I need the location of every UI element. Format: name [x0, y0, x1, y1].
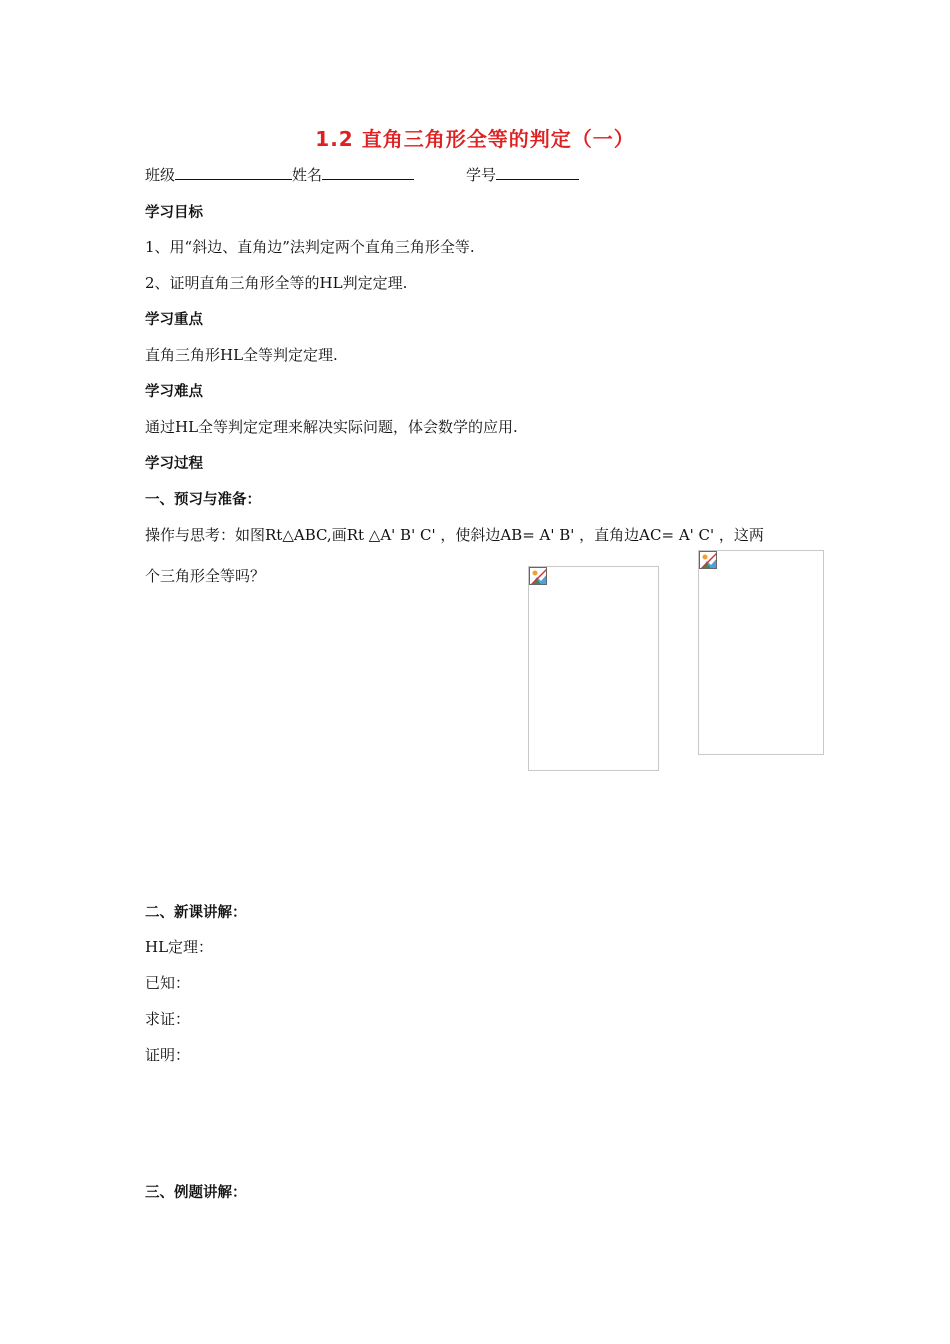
section1-heading: 一、预习与准备：	[145, 492, 261, 508]
broken-image-icon	[529, 567, 547, 585]
proof-label: 证明：	[145, 1046, 191, 1064]
difficulties-text: 通过HL全等判定定理来解决实际问题，体会数学的应用.	[145, 418, 518, 436]
objective-item-2: 2、证明直角三角形全等的HL判定定理.	[145, 274, 408, 292]
key-points-heading: 学习重点	[145, 312, 203, 328]
number-label: 学号	[466, 166, 497, 184]
hl-theorem-label: HL定理：	[145, 938, 214, 956]
name-label: 姓名	[292, 166, 323, 184]
figure-1-image	[528, 566, 659, 771]
figure-2-image	[698, 550, 824, 755]
number-blank[interactable]	[496, 164, 579, 180]
section1-question-line2: 个三角形全等吗？	[145, 567, 266, 585]
difficulties-heading: 学习难点	[145, 384, 203, 400]
page-title: 1.2 直角三角形全等的判定（一）	[315, 127, 635, 151]
class-blank[interactable]	[175, 164, 292, 180]
section1-question-line1: 操作与思考：如图Rt△ABC,画Rt △A' B' C' ，使斜边AB= A' B' ，直角边AC= A' C' ，这两	[145, 526, 764, 544]
section2-heading: 二、新课讲解：	[145, 905, 247, 921]
objectives-heading: 学习目标	[145, 205, 203, 221]
given-label: 已知：	[145, 974, 191, 992]
broken-image-icon	[699, 551, 717, 569]
class-label: 班级	[145, 166, 176, 184]
process-heading: 学习过程	[145, 456, 203, 472]
objective-item-1: 1、用“斜边、直角边”法判定两个直角三角形全等.	[145, 238, 475, 256]
key-points-text: 直角三角形HL全等判定定理.	[145, 346, 338, 364]
name-blank[interactable]	[322, 164, 414, 180]
prove-label: 求证：	[145, 1010, 191, 1028]
section3-heading: 三、例题讲解：	[145, 1185, 247, 1201]
student-info-row	[145, 164, 579, 185]
